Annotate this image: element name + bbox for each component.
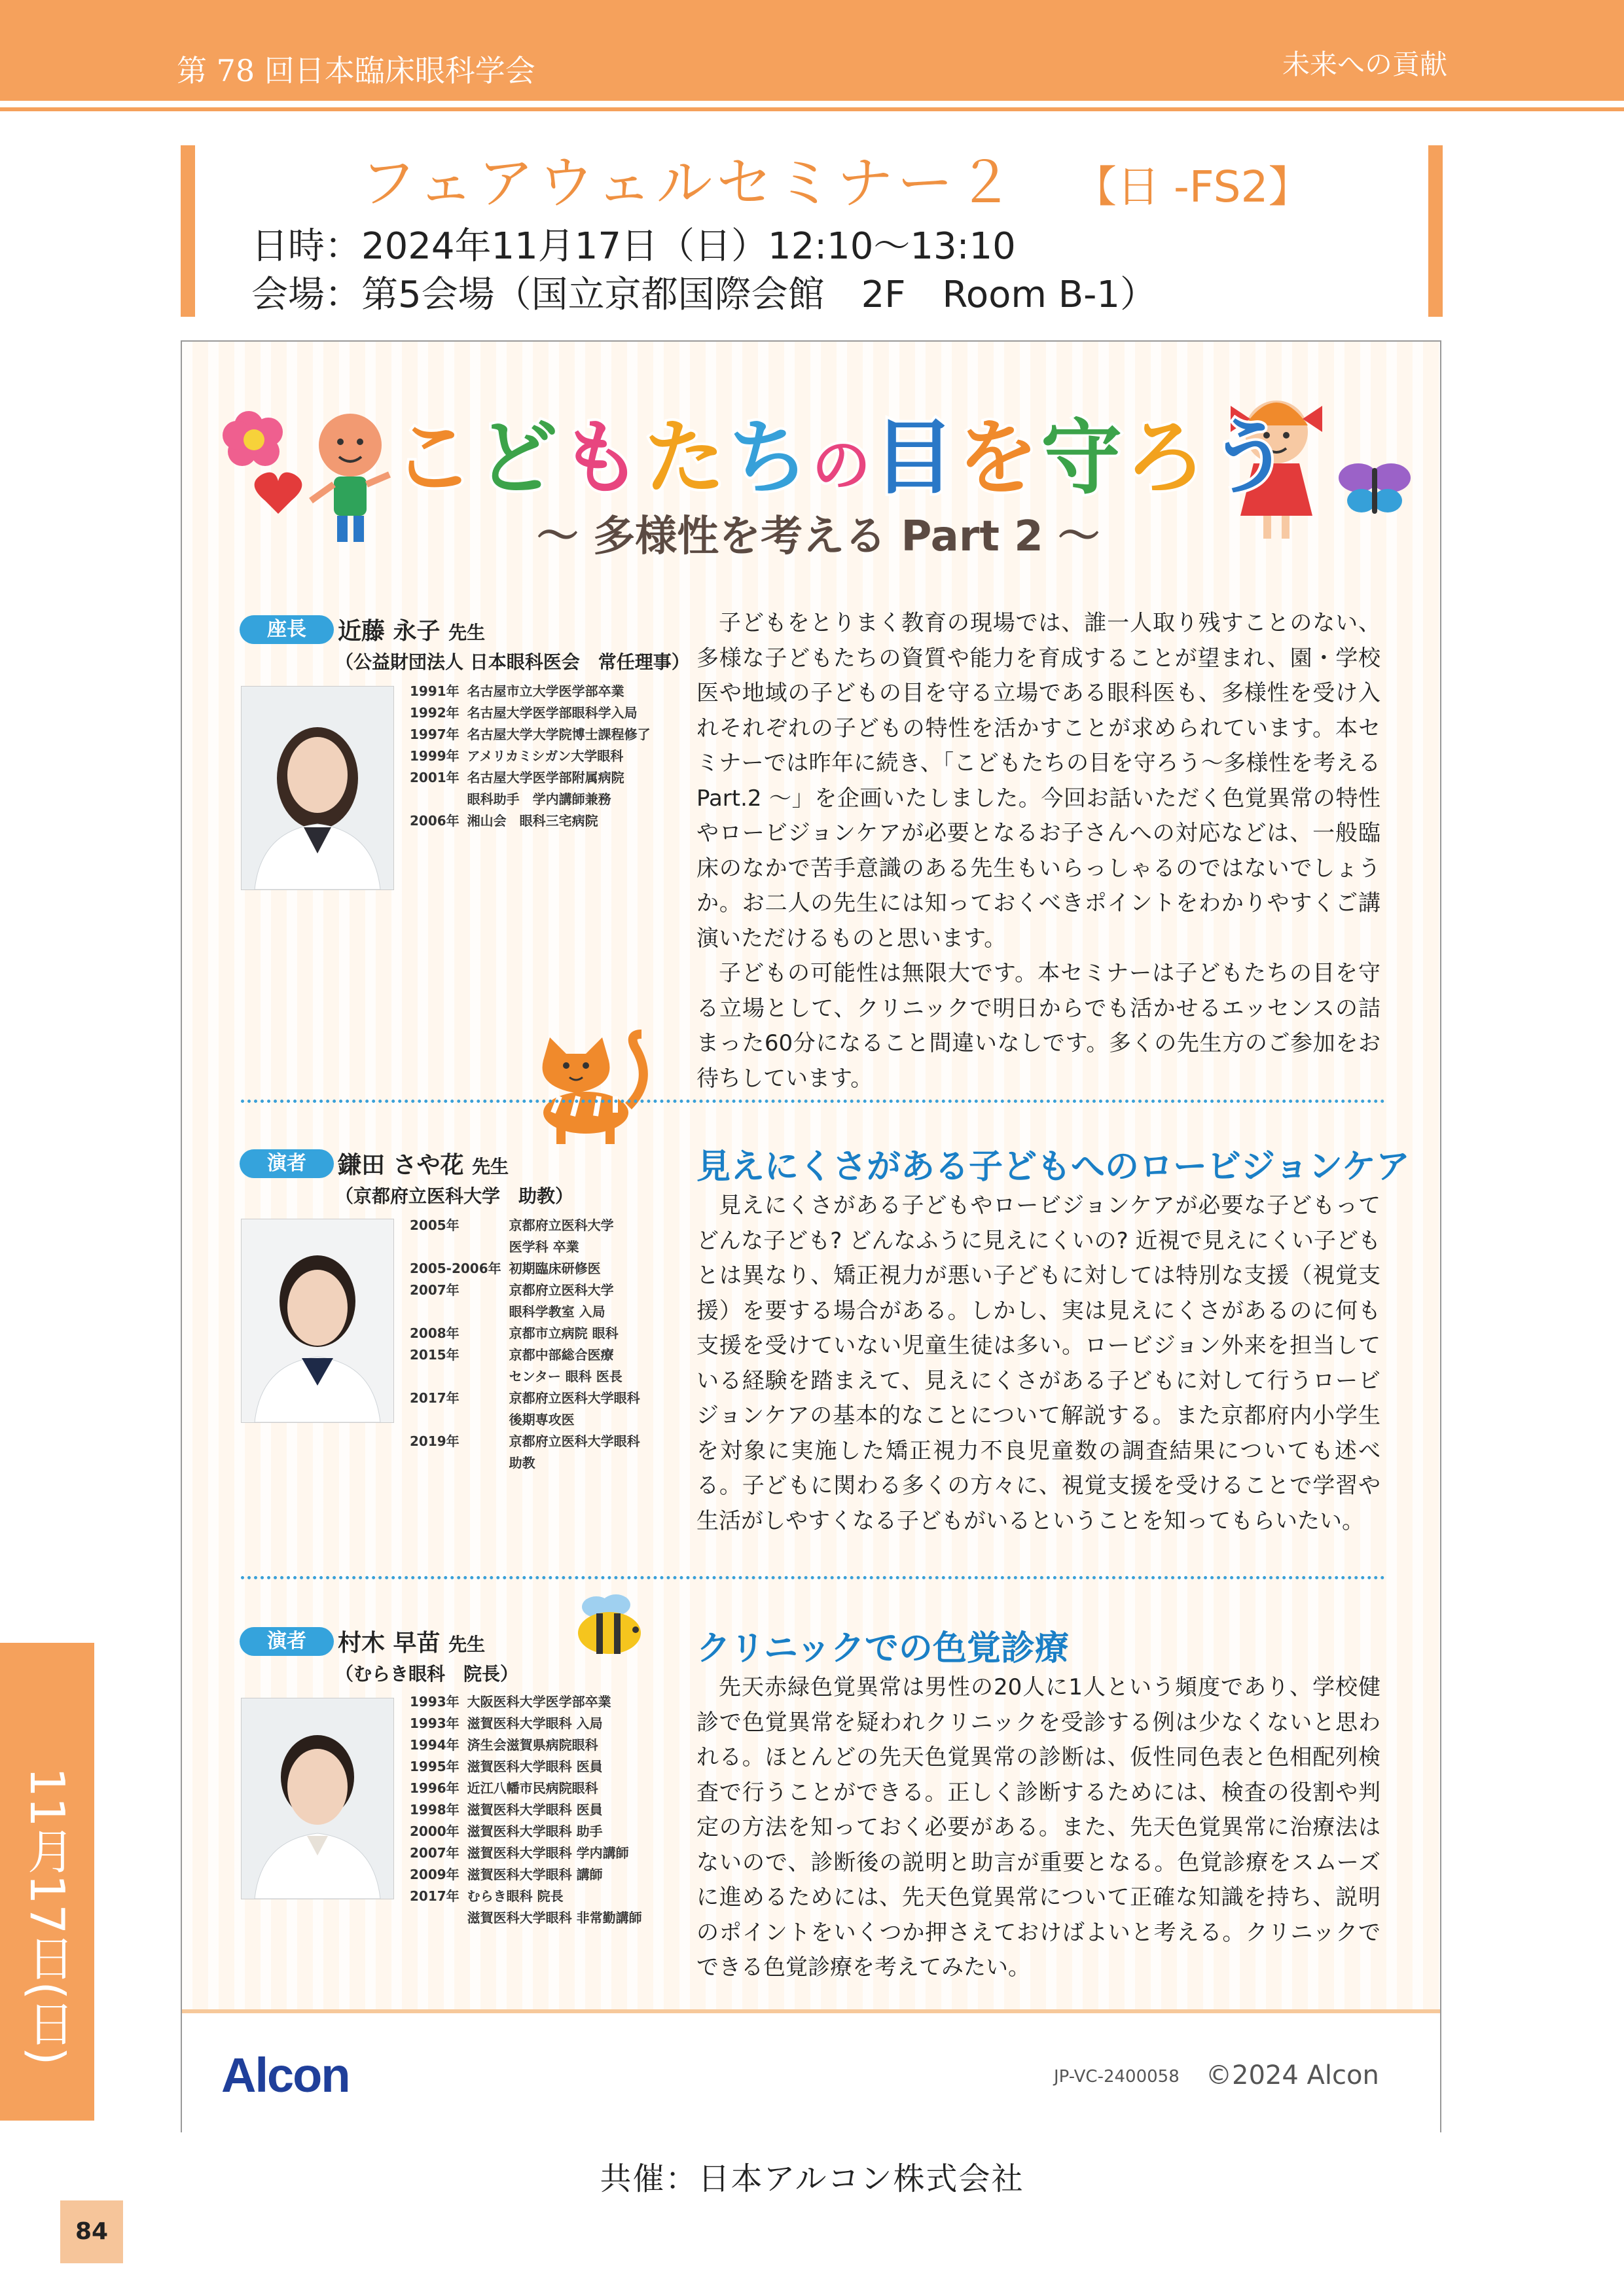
- career-year: 1993年: [410, 1694, 460, 1710]
- header-rule-thin: [0, 107, 1624, 111]
- career-year: [410, 1301, 509, 1323]
- catchphrase-char: た: [644, 411, 729, 505]
- career-entry: 滋賀医科大学眼科 講師: [467, 1867, 603, 1882]
- career-row: [410, 1215, 640, 1236]
- butterfly-icon: [1339, 463, 1411, 514]
- career-year: 2009年: [410, 1867, 460, 1882]
- catchphrase-char: を: [957, 411, 1041, 505]
- career-row: [410, 681, 651, 702]
- bee-icon: [578, 1594, 641, 1654]
- career-row: [410, 1388, 640, 1409]
- career-entry: 京都府立医科大学眼科: [509, 1390, 640, 1406]
- career-year: 2007年: [410, 1845, 460, 1861]
- career-row: [410, 1799, 642, 1821]
- career-row: [410, 1323, 640, 1344]
- career-year: [410, 1366, 509, 1388]
- career-row: [410, 1734, 642, 1756]
- career-row: [410, 1258, 640, 1280]
- career-year: 1999年: [410, 748, 460, 764]
- career-row: [410, 789, 651, 810]
- title-bar-right: [1428, 145, 1443, 317]
- role-badge-speaker2: 演者: [240, 1627, 334, 1656]
- career-entry: 眼科助手 学内講師兼務: [467, 791, 611, 807]
- header-rule: [0, 92, 1624, 101]
- career-row: [410, 1864, 642, 1886]
- career-row: [410, 1778, 642, 1799]
- career-year: 1995年: [410, 1759, 460, 1774]
- catchphrase-char: ど: [477, 411, 561, 505]
- career-year: 1996年: [410, 1780, 460, 1796]
- career-entry: 滋賀医科大学眼科 非常勤講師: [467, 1910, 642, 1926]
- career-row: [410, 1842, 642, 1864]
- career-row: [410, 1886, 642, 1907]
- career-year: 2017年: [410, 1390, 460, 1406]
- career-entry: 滋賀医科大学眼科 医員: [467, 1802, 603, 1818]
- catchphrase-char: 目: [873, 411, 958, 505]
- career-entry: 湘山会 眼科三宅病院: [467, 813, 598, 829]
- seminar-code: 【日 -FS2】: [1074, 162, 1312, 212]
- chair-affiliation: （公益財団法人 日本眼科医会 常任理事）: [335, 651, 690, 673]
- career-row: [410, 1236, 640, 1258]
- speaker2-talk-title: クリニックでの色覚診療: [696, 1629, 1069, 1668]
- role-badge-speaker1: 演者: [240, 1149, 334, 1178]
- career-entry: 近江八幡市民病院眼科: [467, 1780, 598, 1796]
- page-number: 84: [60, 2200, 123, 2263]
- career-entry: 眼科学教室 入局: [509, 1304, 605, 1319]
- cat-illustration: [524, 1021, 661, 1145]
- speaker1-abstract: 見えにくさがある子どもやロービジョンケアが必要な子どもってどんな子ども? どんなふうに見えにくいの? 近視で見えにくい子どもとは異なり、矯正視力が悪い子どもに対しては特別な支援（視覚支援）を要する場合がある。しかし、実は見えにくさがあるのに何も支援を受けていない児童生徒は多い。ロービジョン外来を担当している経験を踏まえて、見えにくさがある子どもに対して行うロービジョンケアの基本的なことについて解説する。また京都府内小学生を対象に実施した矯正視力不良児童数の調査結果についても述べる。子どもに関わる多くの方々に、視覚支援を受けることで学習や生活がしやすくなる子どもがいるということを知ってもらいたい。: [696, 1193, 1380, 1534]
- bee-illustration: [567, 1590, 652, 1662]
- career-row: [410, 1366, 640, 1388]
- flower-icon: [223, 411, 283, 466]
- career-row: [410, 1409, 640, 1431]
- career-year: 1998年: [410, 1802, 460, 1818]
- header-tag: 未来への貢献: [1282, 48, 1447, 81]
- section-divider: [241, 1100, 1385, 1103]
- speaker2-career: [410, 1691, 642, 1929]
- career-row: [410, 724, 651, 745]
- career-year: 1992年: [410, 705, 460, 721]
- career-year: 1997年: [410, 726, 460, 742]
- catchphrase-char: ち: [728, 411, 812, 505]
- career-entry: 京都府立医科大学眼科: [509, 1433, 640, 1449]
- career-year: 2006年: [410, 813, 460, 829]
- speaker1-talk-title: 見えにくさがある子どもへのロービジョンケア: [696, 1147, 1410, 1187]
- career-year: 2017年: [410, 1888, 460, 1904]
- career-year: 1991年: [410, 683, 460, 699]
- career-entry: むらき眼科 院長: [467, 1888, 564, 1904]
- career-row: [410, 1821, 642, 1842]
- catchphrase: [393, 393, 1293, 509]
- title-bar-left: [181, 145, 195, 317]
- career-year: 1994年: [410, 1737, 460, 1753]
- career-row: [410, 1907, 642, 1929]
- chair-photo: [241, 686, 394, 890]
- career-entry: 京都中部総合医療: [509, 1347, 614, 1363]
- career-entry: 助教: [509, 1455, 535, 1471]
- portrait-icon: [242, 1219, 393, 1422]
- cosponsor: 共催：日本アルコン株式会社: [600, 2161, 1024, 2197]
- speaker1-career: [410, 1215, 640, 1474]
- career-row: [410, 1713, 642, 1734]
- career-year: 2015年: [410, 1347, 460, 1363]
- boy-icon: [311, 414, 389, 542]
- career-entry: 初期臨床研修医: [509, 1261, 601, 1276]
- career-row: [410, 1756, 642, 1778]
- career-row: [410, 1452, 640, 1474]
- flower-boy-illustration: [203, 386, 412, 556]
- career-year: [410, 1236, 509, 1258]
- speaker2-photo: [241, 1698, 394, 1899]
- career-row: [410, 745, 651, 767]
- career-row: [410, 1431, 640, 1452]
- career-entry: 済生会滋賀県病院眼科: [467, 1737, 598, 1753]
- career-entry: 後期専攻医: [509, 1412, 575, 1427]
- career-entry: 名古屋市立大学医学部卒業: [467, 683, 624, 699]
- speaker1-name: 鎌田 さや花 先生: [338, 1152, 509, 1179]
- document-code: JP-VC-2400058: [1054, 2067, 1180, 2087]
- catchphrase-char: こ: [393, 411, 477, 505]
- chair-message: 子どもをとりまく教育の現場では、誰一人取り残すことのない、多様な子どもたちの資質や能力を育成することが望まれ、園・学校医や地域の子どもの目を守る立場である眼科医も、多様性を受け入れそれぞれの子どもの特性を活かすことが求められています。本セミナーでは昨年に続き、「こどもたちの目を守ろう～多様性を考えるPart.2 ～」を企画いたしました。今回お話いただく色覚異常の特性やロービジョンケアが必要となるお子さんへの対応などは、一般臨床のなかで苦手意識のある先生もいらっしゃるのではないでしょうか。お二人の先生には知っておくべきポイントをわかりやすくご講演いただけるものと思います。 子どもの可能性は無限大です。本セミナーは子どもたちの目を守る立場として、クリニックで明日からでも活かせるエッセンスの詰まった60分になること間違いなしです。多くの先生方のご参加をお待ちしています。: [696, 610, 1380, 1092]
- cat-icon: [543, 1034, 643, 1144]
- career-entry: 大阪医科大学医学部卒業: [467, 1694, 611, 1710]
- alcon-logo: Alcon: [221, 2048, 350, 2102]
- career-year: [410, 1907, 467, 1929]
- portrait-icon: [242, 1698, 393, 1899]
- career-entry: センター 眼科 医長: [509, 1369, 623, 1384]
- copyright: ©2024 Alcon: [1206, 2060, 1379, 2090]
- seminar-venue: 会場：第5会場（国立京都国際会館 2F Room B-1）: [251, 274, 1157, 316]
- career-entry: 滋賀医科大学眼科 学内講師: [467, 1845, 629, 1861]
- career-entry: 滋賀医科大学眼科 入局: [467, 1715, 603, 1731]
- catchphrase-char: ろ: [1125, 411, 1209, 505]
- career-row: [410, 1691, 642, 1713]
- career-year: 2008年: [410, 1325, 460, 1341]
- catchphrase-char: う: [1208, 411, 1293, 505]
- catchphrase-char: も: [560, 411, 645, 505]
- speaker2-abstract: 先天赤緑色覚異常は男性の20人に1人という頻度であり、学校健診で色覚異常を疑われクリニックを受診する例は少なくないと思われる。ほとんどの先天色覚異常の診断は、仮性同色表と色相配列検査で行うことができる。正しく診断するためには、検査の役割や判定の方法を知っておく必要がある。また、先天色覚異常に治療法はないので、診断後の説明と助言が重要となる。色覚診療をスムーズに進めるためには、先天色覚異常について正確な知識を持ち、説明のポイントをいくつか押さえておけばよいと考える。クリニックでできる色覚診療を考えてみたい。: [696, 1674, 1380, 1981]
- career-row: [410, 1280, 640, 1301]
- chair-name: 近藤 永子 先生: [338, 618, 486, 645]
- career-year: 2000年: [410, 1823, 460, 1839]
- career-entry: 名古屋大学医学部眼科学入局: [467, 705, 638, 721]
- career-entry: 滋賀医科大学眼科 助手: [467, 1823, 603, 1839]
- career-entry: 滋賀医科大学眼科 医員: [467, 1759, 603, 1774]
- career-entry: 名古屋大学大学院博士課程修了: [467, 726, 651, 742]
- career-row: [410, 702, 651, 724]
- speaker2-affiliation: （むらき眼科 院長）: [335, 1663, 519, 1685]
- seminar-datetime: 日時：2024年11月17日（日）12:10～13:10: [251, 225, 1016, 268]
- catchphrase-subtitle: ～ 多様性を考える Part 2 ～: [536, 512, 1100, 561]
- career-row: [410, 1344, 640, 1366]
- career-entry: 医学科 卒業: [509, 1239, 579, 1255]
- career-entry: 京都市立病院 眼科: [509, 1325, 619, 1341]
- career-entry: 京都府立医科大学: [509, 1217, 614, 1233]
- career-row: [410, 1301, 640, 1323]
- role-badge-chair: 座長: [240, 615, 334, 644]
- speaker1-affiliation: （京都府立医科大学 助教）: [335, 1185, 574, 1207]
- catchphrase-char: 守: [1041, 411, 1125, 505]
- career-year: 1993年: [410, 1715, 460, 1731]
- career-year: 2005-2006年: [410, 1261, 501, 1276]
- seminar-title: フェアウェルセミナー２: [360, 151, 1018, 216]
- career-year: [410, 789, 467, 810]
- chair-career: [410, 681, 651, 832]
- career-entry: 京都府立医科大学: [509, 1282, 614, 1298]
- career-year: [410, 1409, 509, 1431]
- heart-icon: [255, 473, 302, 514]
- career-entry: 名古屋大学医学部附属病院: [467, 770, 624, 785]
- speaker1-photo: [241, 1219, 394, 1423]
- career-year: 2007年: [410, 1282, 460, 1298]
- portrait-icon: [242, 687, 393, 889]
- career-year: [410, 1452, 509, 1474]
- career-year: 2001年: [410, 770, 460, 785]
- catchphrase-char: の: [812, 431, 874, 500]
- career-year: 2019年: [410, 1433, 460, 1449]
- speaker2-name: 村木 早苗 先生: [338, 1630, 486, 1657]
- career-entry: アメリカミシガン大学眼科: [467, 748, 624, 764]
- career-row: [410, 767, 651, 789]
- section-divider: [241, 1576, 1385, 1579]
- career-year: 2005年: [410, 1217, 460, 1233]
- career-row: [410, 810, 651, 832]
- date-side-label: 11月17日(日): [20, 1767, 75, 2066]
- conference-title: 第 78 回日本臨床眼科学会: [177, 53, 535, 88]
